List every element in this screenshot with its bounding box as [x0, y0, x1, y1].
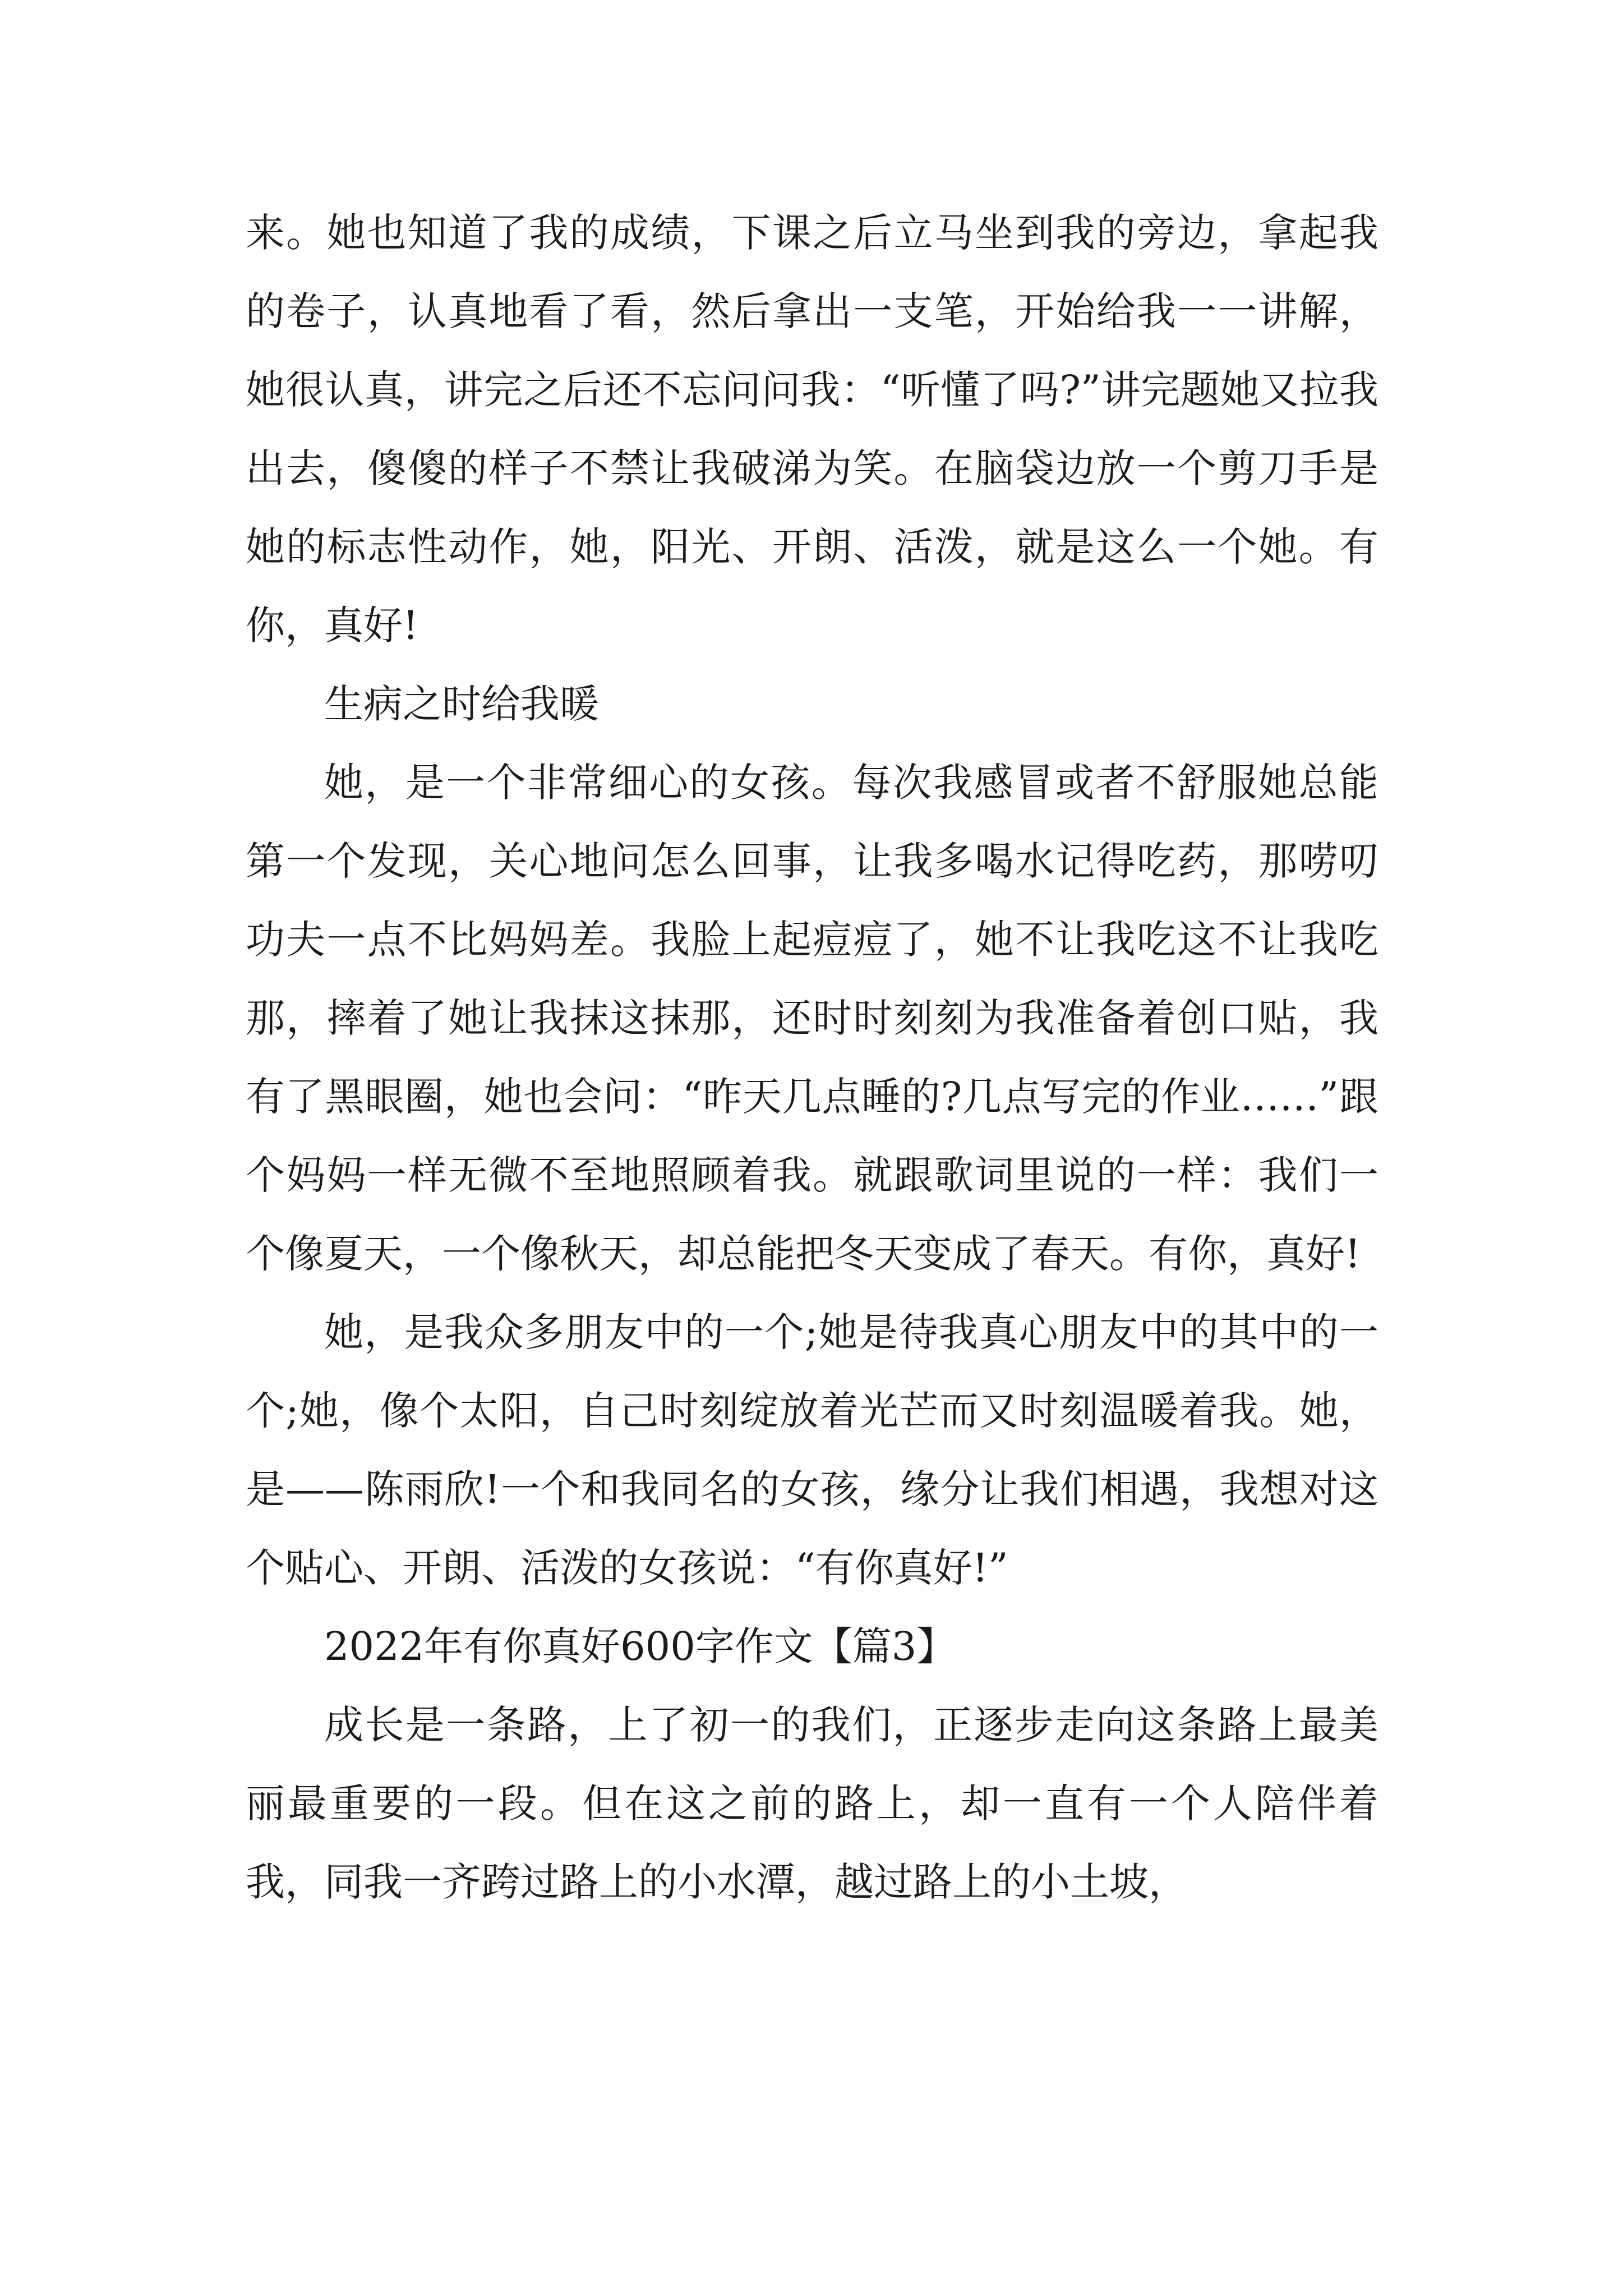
document-body [246, 194, 1378, 1921]
paragraph: 成长是一条路，上了初一的我们，正逐步走向这条路上最美丽最重要的一段。但在这之前的路上，却一直有一个人陪伴着我，同我一齐跨过路上的小水潭，越过路上的小土坡， [246, 1702, 1378, 1905]
paragraph: 她，是我众多朋友中的一个;她是待我真心朋友中的其中的一个;她，像个太阳，自己时刻绽放着光芒而又时刻温暖着我。她，是——陈雨欣!一个和我同名的女孩，缘分让我们相遇，我想对这个贴心、开朗、活泼的女孩说：“有你真好!” [246, 1309, 1378, 1591]
paragraph: 她，是一个非常细心的女孩。每次我感冒或者不舒服她总能第一个发现，关心地问怎么回事，让我多喝水记得吃药，那唠叨功夫一点不比妈妈差。我脸上起痘痘了，她不让我吃这不让我吃那，摔着了她让我抹这抹那，还时时刻刻为我准备着创口贴，我有了黑眼圈，她也会问：“昨天几点睡的?几点写完的作业……”跟个妈妈一样无微不至地照顾着我。就跟歌词里说的一样：我们一个像夏天，一个像秋天，却总能把冬天变成了春天。有你，真好! [246, 760, 1378, 1277]
paragraph-continuation: 来。她也知道了我的成绩，下课之后立马坐到我的旁边，拿起我的卷子，认真地看了看，然后拿出一支笔，开始给我一一讲解，她很认真，讲完之后还不忘问问我：“听懂了吗?”讲完题她又拉我出去，傻傻的样子不禁让我破涕为笑。在脑袋边放一个剪刀手是她的标志性动作，她，阳光、开朗、活泼，就是这么一个她。有你，真好! [246, 210, 1378, 648]
section-heading: 生病之时给我暖 [324, 681, 599, 727]
article-title: 2022年有你真好600字作文【篇3】 [324, 1623, 956, 1669]
